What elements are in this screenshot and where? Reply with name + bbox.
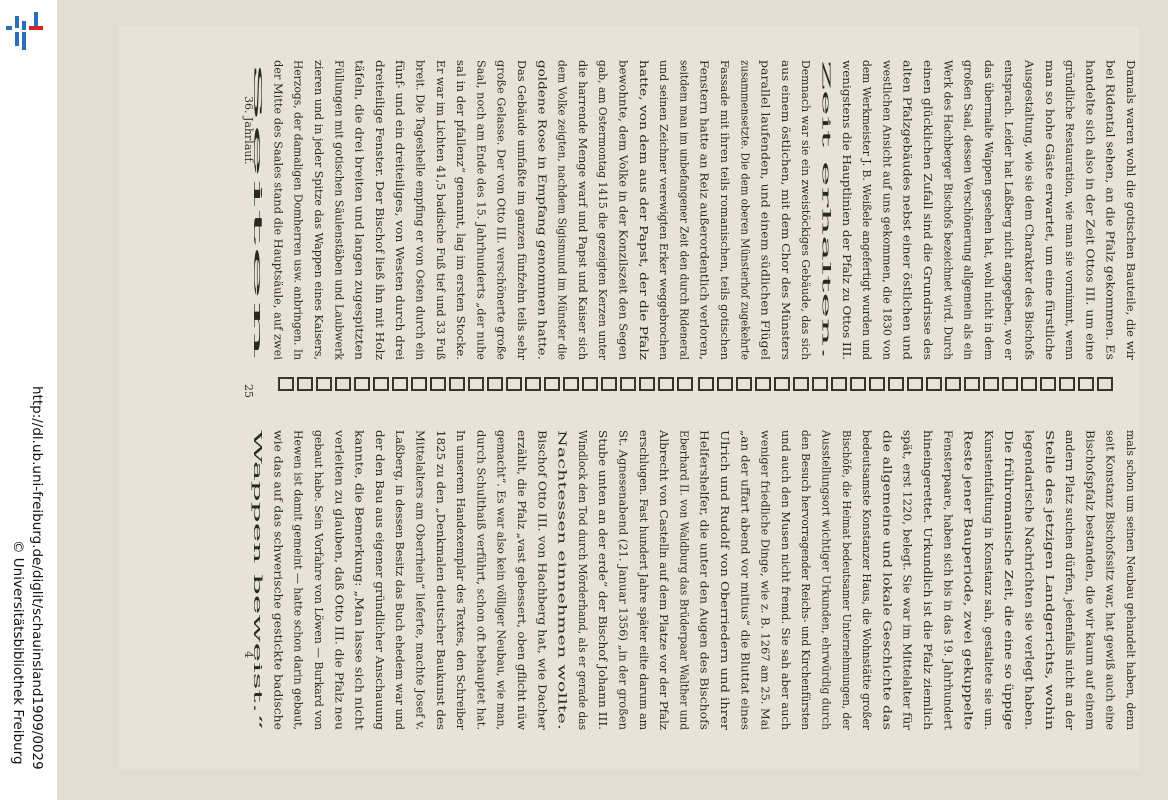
ornament-mark [298, 378, 312, 390]
text-line: sal in der pfallenz“ genannt, lag im ersten Stocke. [454, 60, 468, 348]
text-line: Nachtessen einnehmen wollte. [555, 430, 569, 607]
text-line: Zeit erhalten. [819, 60, 833, 139]
text-line: Bischofspfalz bestanden, die wir kaum auf einem [1083, 430, 1097, 712]
text-line: wie das auf das schwerische gestickte badische [271, 430, 285, 704]
text-line: mals schon um seinen Neubau gehandelt haben, denn [1124, 430, 1137, 741]
text-line: Füllungen mit gotischen Säulenstäben und Laubwerk [332, 60, 346, 368]
text-line: täfeln, die drei breiten und langen zugespitzten [352, 60, 366, 334]
text-line: Fenstern hatte an Reiz außerordentlich verloren, [697, 60, 711, 342]
text-line: Saal, noch am Ende des 15. Jahrhunderts „der nuhe [474, 60, 488, 359]
text-line: legendarische Nachrichten sie verlegt haben. [1022, 430, 1036, 692]
running-header-right: 4 [242, 651, 255, 658]
ornament-mark [640, 378, 654, 390]
text-line: entsprach. Leider hat Laßberg nicht angegeben, wo er [1002, 60, 1016, 375]
ornament-mark [775, 378, 789, 390]
text-line: dreiteilige Fenster. Der Bischof ließ ihn mit Holz [372, 60, 386, 339]
text-line: In unserem Handexemplar des Textes, den Schreiber [454, 430, 468, 736]
text-line: Fassade mit ihren teils romanischen, teils gotischen [718, 60, 731, 359]
text-line: seitdem man im unbefangener Zeit den durch Rideneral [677, 60, 691, 383]
text-line: Herzogs, der damaligen Domherren usw. anbringen. In [291, 60, 305, 377]
ornament-mark [813, 378, 827, 390]
text-line: Stelle des jetzigen Landgerichts, wohin [1042, 430, 1056, 657]
running-header-left: 36. Jahrlauf. [242, 96, 255, 165]
ornament-mark [450, 378, 464, 390]
source-url[interactable]: http://dl.ub.uni-freiburg.de/diglit/schauinsland1909/0029 [29, 386, 45, 770]
ornament-mark [908, 378, 922, 390]
text-line: bewohnte, dem Volke in der Konzilszeit den Segen [616, 60, 630, 350]
viewer-sidebar [0, 0, 57, 800]
ornament-mark [965, 378, 979, 390]
ornament-mark [279, 378, 293, 390]
text-line: kannte, die Bemerkung: „Man lasse sich nicht [352, 430, 366, 695]
text-line: andern Platz suchen dürfen, jedenfalls nicht an der [1063, 430, 1077, 725]
text-line: Das Gebäude umfaßte im ganzen fünfzehn teils sehr [515, 60, 528, 361]
scanned-page [57, 0, 1168, 800]
text-line: Eberhard II. von Waldburg das Brüderpaar Walther und [677, 430, 691, 751]
text-line: Ulrich und Rudolf von Oberriedern und ihrer [718, 430, 731, 689]
text-line: Reste jener Bauperiode, zwei gekuppelte [961, 430, 975, 666]
copyright-notice: © Universitätsbibliothek Freiburg [10, 540, 26, 765]
text-line: Laßberg, in dessen Besitz das Buch ehedem war und [393, 430, 407, 734]
ornament-mark [1060, 378, 1074, 390]
text-line: aus einem östlichen, mit dem Chor des Münsters [778, 60, 792, 342]
text-line: Ausgestaltung, wie sie dem Charakter des Bischofs [1022, 60, 1036, 355]
text-line: Damals waren wohl die gotischen Bauteile, die wir [1124, 60, 1137, 352]
text-line: alten Pfalzgebäudes nebst einer östlichen und [900, 60, 914, 325]
text-line: zieren und in jeder Spitze das Wappen eines Kaisers, [312, 60, 325, 364]
text-line: hineingerettet. Urkundlich ist die Pfalz ziemlich [921, 430, 934, 706]
text-line: „an der uffart abend vor mitius“ die Bluttat eines [738, 430, 752, 713]
page-number: 25 [242, 384, 255, 398]
text-line: die harrende Menge warf und Papst und Kaiser sich [575, 60, 589, 360]
text-line: fünf- und ein dreiteiliges, von Westen durch drei [393, 60, 407, 338]
text-line: Die frühromanische Zeit, die eine so üppige [1002, 430, 1016, 682]
text-line: bedeutsamste Konstanzer Haus, die Wohnstätte großer [860, 430, 874, 748]
page-sheet [119, 26, 1139, 770]
text-line: Demnach war sie ein zweistöckiges Gebäude, das sich [799, 60, 813, 372]
text-line: wenigstens die Hauptlinien der Pfalz zu Ottos III. [839, 60, 853, 344]
ornament-mark [583, 378, 597, 390]
ornament-mark [469, 378, 483, 390]
text-line: zusammensetzte. Die dem oberen Münsterhof zugekehrte [738, 60, 752, 393]
text-line: Bischof Otto III. von Hachberg hat, wie Dacher [535, 430, 549, 701]
ornament-mark [984, 378, 998, 390]
ornament-mark [737, 378, 751, 390]
text-line: Bischöfe, die Heimat bedeutsamer Unternehmungen, der [839, 430, 853, 760]
ornament-mark [621, 378, 635, 390]
credits [0, 0, 57, 800]
ornament-mark [946, 378, 960, 390]
text-line: 1825 zu den „Denkmalen deutscher Baukunst des [433, 430, 447, 717]
text-line: einen glücklichen Zufall sind die Grundrisse des [921, 60, 934, 338]
text-line: St. Agnesenabend (21. Januar 1356) „in der großen [616, 430, 630, 726]
ornament-mark [507, 378, 521, 390]
ornament-mark [832, 378, 846, 390]
ornament-mark [756, 378, 770, 390]
ornament-mark [431, 378, 445, 390]
text-line: westlichen Ansicht auf uns gekommen, die 1830 von [880, 60, 894, 362]
text-line: die allgemeine und lokale Geschichte das [880, 430, 894, 668]
ornament-mark [889, 378, 903, 390]
text-line: spät, erst 1220, belegt. Sie war im Mittelalter für [900, 430, 914, 714]
ornament-mark [1098, 378, 1112, 390]
text-line: und seinen Zeichner verewigten Erker weggebrochen [657, 60, 671, 370]
text-line: großen Saal, dessen Verschönerung allgemein als ein [961, 60, 975, 367]
ornament-mark [659, 378, 673, 390]
text-line: Mittelalters am Oberrhein“ lieferte, machte Josef v. [413, 430, 427, 725]
ornament-mark [718, 378, 732, 390]
text-line: Fensterpaare, haben sich bis in das 19. Jahrhundert [941, 430, 955, 729]
ornament-mark [1003, 378, 1017, 390]
text-line: gemacht“. Es war also kein völliger Neubau, wie man, [494, 430, 508, 742]
text-line: erzählt, die Pfalz „vast gebessert, oben gflicht nüw [515, 430, 528, 723]
text-line: Kunstentfaltung in Konstanz sah, gestaltete sie um. [981, 430, 995, 726]
ornament-mark [1041, 378, 1055, 390]
text-line: der den Bau aus eigener gründlicher Anschauung [372, 430, 386, 716]
text-line: bei Ridental sehen, an die Pfalz gekommen. Es [1103, 60, 1117, 329]
text-line: dem Werkmeister J. B. Weißele angefertigt wurden und [860, 60, 874, 377]
ornament-mark [526, 378, 540, 390]
text-line: gab, am Ostermontag 1415 die gezeigten Kerzen unter [596, 60, 610, 376]
text-line: Seiten [251, 60, 265, 97]
ornament-mark [488, 378, 502, 390]
ornament-mark [355, 378, 369, 390]
text-line: große Gelasse. Der von Otto III. verschönerte große [494, 60, 508, 360]
ornament-mark [412, 378, 426, 390]
ornament-mark [564, 378, 578, 390]
text-line: seit Konstanz Bischofssitz war, hat gewiß auch eine [1103, 430, 1117, 726]
ornament-mark [393, 378, 407, 390]
text-line: den Besuch hervorragender Reichs- und Kirchenfürsten [799, 430, 813, 752]
text-line: dem Volke zeigten, nachdem Sigismund im Münster die [555, 60, 569, 380]
text-line: Hewen ist damit gemeint — hatte schon darin gebaut, [291, 430, 305, 741]
text-line: Windlock den Tod durch Mörderhand, als er gerade das [575, 430, 589, 751]
text-line: der Mitte des Saales stand die Hauptsäule, auf zwei [271, 60, 285, 359]
text-line: Wappen beweist.“ [251, 430, 265, 533]
text-line: weniger friedliche Dinge, wie z. B. 1267 am 25. Mai [758, 430, 772, 729]
text-line: Er war im Lichten 41,5 badische Fuß tief und 33 Fuß [433, 60, 447, 366]
text-line: goldene Rose in Empfang genommen hatte. [535, 60, 549, 311]
text-line: durch Schulthaiß verführt, schon oft behauptet hat. [474, 430, 488, 728]
ornament-mark [927, 378, 941, 390]
ornament-mark [699, 378, 713, 390]
ornament-mark [602, 378, 616, 390]
text-line: handelte sich also in der Zeit Ottos III. um eine [1083, 60, 1097, 332]
page-text-layer [119, 26, 1139, 770]
text-line: erschlugen. Fast hundert Jahre später eilte darum am [636, 430, 650, 740]
ornament-mark [545, 378, 559, 390]
ornament-mark [870, 378, 884, 390]
text-line: gebaut habe. Sein Vorfahre von Löwen — Burkard von [312, 430, 325, 743]
text-line: Helfershelfer, die unter den Augen des Bischofs [697, 430, 711, 705]
ornament-mark [794, 378, 808, 390]
text-line: breit. Die Tageshelle empfing er von Osten durch ein [413, 60, 427, 364]
ornament-mark [1022, 378, 1036, 390]
ornament-mark [374, 378, 388, 390]
ornament-mark [317, 378, 331, 390]
ornament-mark [1079, 378, 1093, 390]
text-line: Ausstellungsort wichtiger Urkunden, ehrwürdig durch [819, 430, 833, 743]
text-line: Werk des Hachberger Bischofs bezeichnet wird. Durch [941, 60, 955, 375]
text-line: man so hohe Gäste erwartet, um eine fürstliche [1042, 60, 1056, 334]
text-line: hatte, von dem aus der Papst, der die Pfalz [636, 60, 650, 307]
text-line: und auch den Musen nicht fremd. Sie sah aber auch [778, 430, 792, 730]
text-line: Stube unten an der erde“ der Bischof Johann III. [596, 430, 610, 709]
text-line: das übermalte Wappen gesehen hat, wohl nicht in dem [981, 60, 995, 375]
ornament-mark [678, 378, 692, 390]
ornament-mark [336, 378, 350, 390]
text-line: Albrecht von Castelln auf dem Platze vor der Pfalz [657, 430, 671, 720]
text-line: parallel laufenden, und einem südlichen Flügel [758, 60, 772, 331]
text-line: verleiten zu glauben, daß Otto III. die Pfalz neu [332, 430, 346, 703]
ornament-mark [851, 378, 865, 390]
text-line: gründliche Restauration, wie man sie vornimmt, wenn [1063, 60, 1077, 372]
